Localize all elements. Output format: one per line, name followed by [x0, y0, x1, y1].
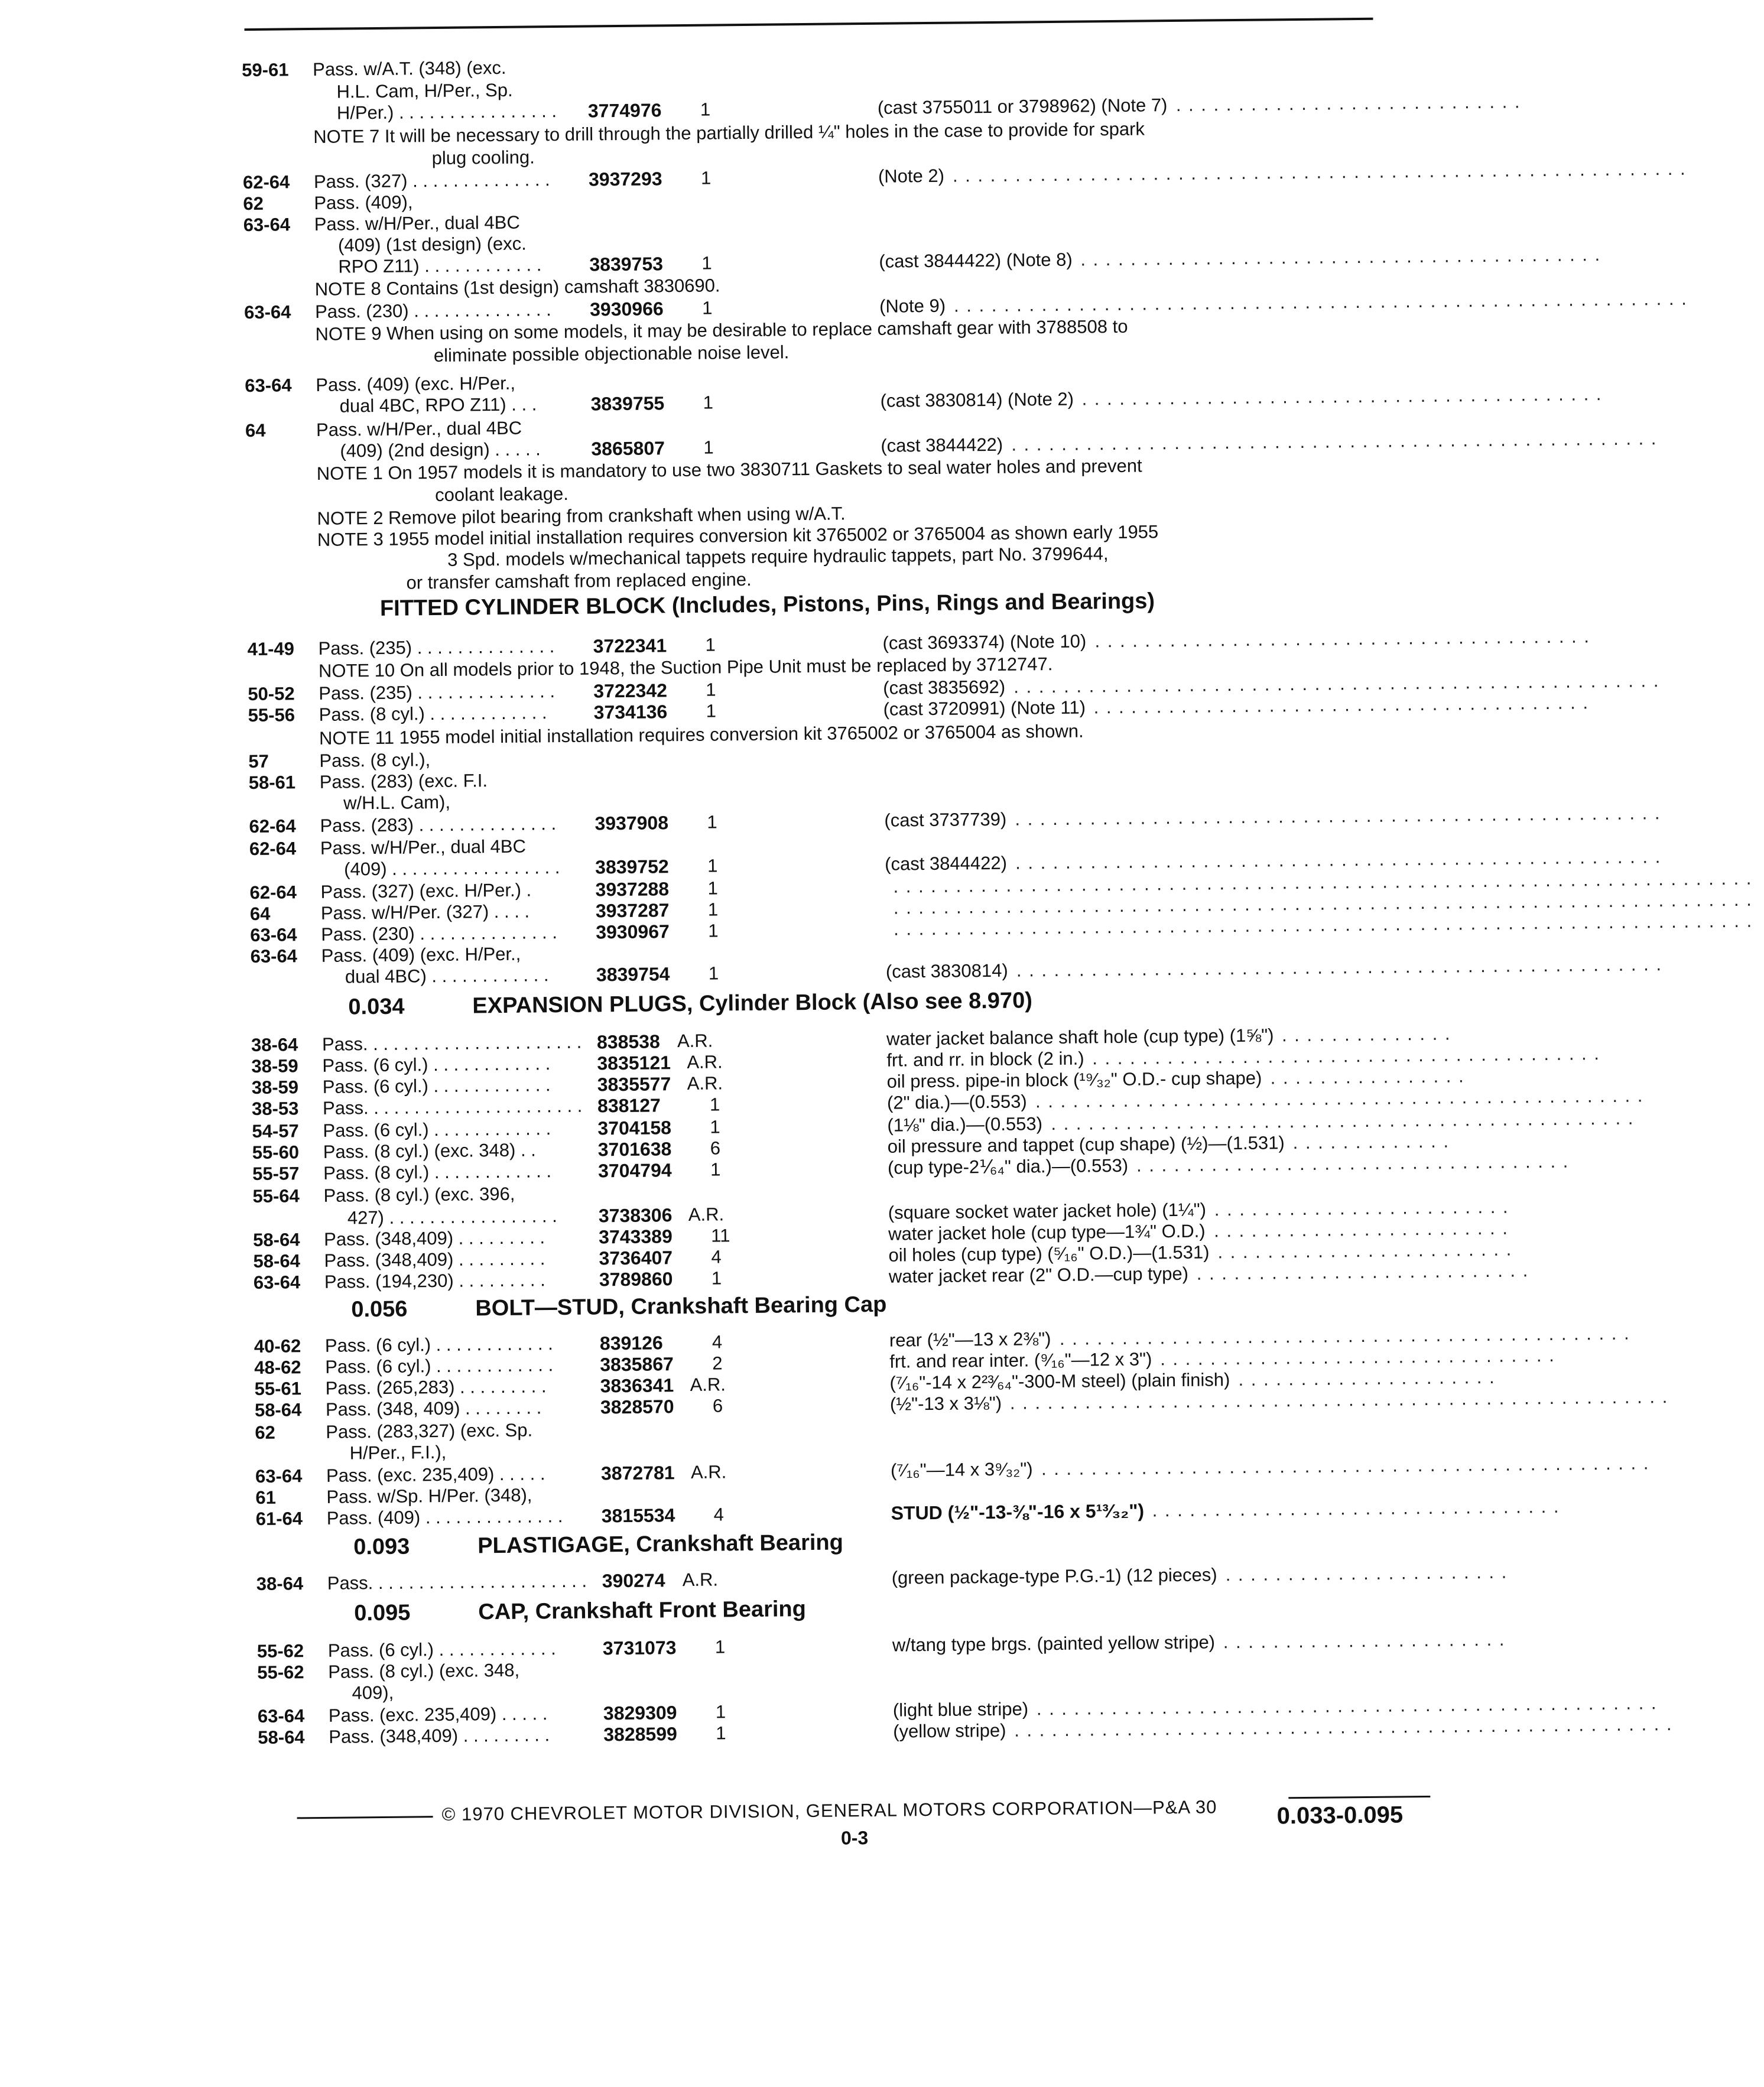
- application-text: (409) . . . . . . . . . . . . . . . . .: [344, 857, 560, 880]
- application-text: dual 4BC, RPO Z11) . . .: [339, 394, 537, 417]
- application-text: NOTE 3 1955 model initial installation requires conversion kit 3765002 or 3765004 as shown early 1955: [317, 521, 1159, 550]
- model-years: 55-62: [257, 1662, 304, 1683]
- leader-dots: . . . . . . . . . . . . . . . . . . . . . . . . . . . . . . . . .: [1152, 1496, 1560, 1521]
- section-number: 0.093: [353, 1534, 410, 1560]
- quantity: 4: [712, 1331, 723, 1353]
- section-number: 0.034: [348, 994, 405, 1020]
- leader-dots: . . . . . . . . . . . . . . . . . . . . . . .: [1223, 1628, 1506, 1653]
- leader-dots: . . . . . . . . . . . . . . . . . . . . . . . . . . . . . . . . . . . . . . . . . . . . . . . . . . . . .: [1014, 1714, 1673, 1741]
- model-years: 38-53: [251, 1098, 299, 1120]
- application-text: Pass. (230) . . . . . . . . . . . . . .: [314, 299, 551, 322]
- remarks: (light blue stripe): [892, 1698, 1029, 1721]
- model-years: 55-61: [254, 1378, 302, 1400]
- application-text: Pass. (409),: [314, 191, 413, 213]
- model-years: 55-62: [256, 1640, 304, 1662]
- leader-dots: . . . . . . . . . . . . . . . . . . . . . . . . . . . . . . . . . . . . . . . .: [1093, 692, 1590, 718]
- quantity: A.R.: [677, 1030, 713, 1052]
- quantity: A.R.: [687, 1051, 723, 1072]
- remarks: (cast 3755011 or 3798962) (Note 7): [877, 95, 1168, 118]
- footer-page-number: 0-3: [840, 1827, 869, 1849]
- leader-dots: . . . . . . . . . . . . . . . .: [1270, 1065, 1465, 1088]
- remarks: (⁷⁄₁₆"—14 x 3⁹⁄₃₂"): [890, 1458, 1033, 1481]
- leader-dots: . . . . . . . . . . . . . . . . . . . . . . . . . . . . . . . . . . . . . . . . . . . . . . . . . . . . . . . . . . . . . . . . . . . . .: [893, 889, 1753, 918]
- quantity: 6: [710, 1137, 721, 1159]
- application-text: Pass. (6 cyl.) . . . . . . . . . . . .: [322, 1053, 551, 1076]
- part-number: 3836341: [600, 1374, 674, 1397]
- leader-dots: . . . . . . . . . . . . . . . . . . . . . . . . . . . . . . . . . . . . . . . . . .: [1080, 244, 1601, 270]
- quantity: 1: [714, 1636, 726, 1657]
- part-number: 3743389: [599, 1225, 673, 1248]
- model-years: 55-56: [248, 704, 295, 726]
- part-number: 3734136: [593, 701, 668, 723]
- quantity: A.R.: [690, 1374, 726, 1395]
- quantity: 1: [700, 167, 712, 188]
- model-years: 55-64: [252, 1185, 300, 1207]
- part-number: 3701638: [597, 1138, 672, 1160]
- model-years: 61-64: [255, 1508, 303, 1530]
- section-number: 0.095: [354, 1600, 411, 1626]
- part-number: 3835577: [597, 1073, 671, 1095]
- application-text: Pass. (6 cyl.) . . . . . . . . . . . .: [324, 1333, 553, 1356]
- quantity: 1: [701, 297, 713, 318]
- application-text: Pass. (265,283) . . . . . . . . .: [325, 1376, 547, 1399]
- leader-dots: . . . . . . . . . . . . . . . . . . . . . . . . . . . . . . . . . . . . . . . . . . . . . . . . .: [1041, 1452, 1650, 1480]
- application-text: Pass. (8 cyl.) . . . . . . . . . . . .: [319, 702, 547, 725]
- leader-dots: . . . . . . . . . . . . . . . . . . . . . . . . . . . . . . . . . . . . . . . . . . . . . . . . . . . .: [1011, 428, 1658, 455]
- part-number: 3930966: [589, 298, 664, 320]
- part-number: 3839755: [590, 392, 665, 415]
- application-text: coolant leakage.: [434, 483, 569, 506]
- remarks: (1⅛" dia.)—(0.553): [887, 1113, 1043, 1136]
- leader-dots: . . . . . . . . . . . . . . . . . . . . . . . . . . . . . . . . . . . . . . . . . . . . . .: [1059, 1322, 1630, 1349]
- part-number: 3828570: [600, 1396, 674, 1418]
- part-number: 3835121: [597, 1052, 671, 1074]
- remarks: (cast 3737739): [884, 808, 1007, 831]
- application-text: Pass. (8 cyl.),: [319, 749, 431, 771]
- application-text: Pass. (6 cyl.) . . . . . . . . . . . .: [323, 1118, 551, 1141]
- application-text: Pass. (283) . . . . . . . . . . . . . .: [320, 813, 557, 836]
- remarks: (½"-13 x 3⅛"): [889, 1392, 1002, 1415]
- leader-dots: . . . . . . . . . . . . . . . . . . . . . . . .: [1217, 1238, 1513, 1263]
- application-text: Pass. (327) (exc. H/Per.) .: [320, 879, 532, 902]
- application-text: Pass. w/H/Per., dual 4BC: [320, 836, 527, 859]
- model-years: 58-64: [258, 1727, 305, 1748]
- model-years: 63-64: [253, 1272, 301, 1293]
- section-title: PLASTIGAGE, Crankshaft Bearing: [477, 1530, 844, 1559]
- quantity: 1: [706, 700, 717, 721]
- part-number: 3937288: [595, 878, 670, 901]
- model-years: 63-64: [257, 1705, 305, 1727]
- application-text: Pass. (8 cyl.) . . . . . . . . . . . .: [323, 1160, 552, 1184]
- leader-dots: . . . . . . . . . . . . . . . . . . . . . . . .: [1213, 1217, 1509, 1241]
- application-text: Pass. w/H/Per., dual 4BC: [314, 212, 520, 235]
- application-text: (409) (2nd design) . . . . .: [340, 438, 541, 461]
- quantity: 1: [706, 679, 716, 700]
- part-number: 838127: [597, 1094, 661, 1117]
- application-text: Pass. (409) (exc. H/Per.,: [321, 943, 521, 966]
- application-text: NOTE 10 On all models prior to 1948, the Suction Pipe Unit must be replaced by 3712747.: [318, 654, 1053, 681]
- part-number: 3704158: [597, 1117, 672, 1139]
- quantity: A.R.: [690, 1461, 727, 1483]
- leader-dots: . . . . . . . . . . . . . . . . . . . . . . . . . . . . . . . . . . . . . . . . . . . . . . . . . . . . . . . . . . .: [952, 158, 1687, 186]
- model-years: 63-64: [243, 301, 291, 323]
- model-years: 62-64: [249, 838, 297, 860]
- part-number: 3736407: [599, 1247, 673, 1269]
- leader-dots: . . . . . . . . . . . . . . . . . . . . . . . . . . . . . . . . . . . . . . . . . . . . . . . . . . . .: [1015, 846, 1662, 873]
- parts-line: [5, 1560, 1508, 1599]
- model-years: 62-64: [249, 815, 296, 837]
- model-years: 58-64: [253, 1250, 301, 1272]
- leader-dots: . . . . . . . . . . . . . . . . . . . . . . . . . . . . . . . . . . . . . . . . . . . . . . .: [1051, 1107, 1635, 1134]
- application-text: NOTE 1 On 1957 models it is mandatory to use two 3830711 Gaskets to seal water holes and prevent: [316, 455, 1142, 484]
- section-number: 0.056: [351, 1296, 408, 1322]
- application-text: Pass. . . . . . . . . . . . . . . . . . . . . .: [322, 1095, 583, 1119]
- remarks: oil holes (cup type) (⁵⁄₁₆" O.D.)—(1.531): [888, 1241, 1210, 1266]
- part-number: 3839753: [589, 253, 664, 275]
- quantity: 1: [710, 1159, 721, 1180]
- application-text: Pass. (283,327) (exc. Sp.: [326, 1419, 533, 1442]
- application-text: plug cooling.: [431, 147, 535, 169]
- part-number: 3738306: [598, 1204, 673, 1227]
- quantity: 4: [713, 1504, 725, 1525]
- application-text: RPO Z11) . . . . . . . . . . . .: [338, 254, 542, 277]
- model-years: 62-64: [249, 882, 297, 903]
- remarks: (yellow stripe): [893, 1719, 1006, 1742]
- application-text: H.L. Cam, H/Per., Sp.: [336, 79, 513, 102]
- remarks: (Note 2): [878, 165, 945, 187]
- leader-dots: . . . . . . . . . . . . . . . . . . . . . . .: [1225, 1561, 1508, 1585]
- application-text: Pass. (409) (exc. H/Per.,: [316, 372, 516, 395]
- leader-dots: . . . . . . . . . . . . . . . . . . . . . . . . . . . . . . . .: [1160, 1344, 1555, 1370]
- application-text: Pass. . . . . . . . . . . . . . . . . . . . . .: [327, 1570, 587, 1594]
- leader-dots: . . . . . . . . . . . . . . . . . . . . . . . . . . . . . . . . . . . . . . . . . . . . . . . . . . . .: [1013, 670, 1660, 697]
- application-text: Pass. w/H/Per., dual 4BC: [316, 417, 522, 440]
- remarks: (square socket water jacket hole) (1¼"): [888, 1199, 1207, 1223]
- application-text: Pass. (8 cyl.) (exc. 348,: [328, 1659, 520, 1682]
- part-number: 3930967: [596, 921, 670, 943]
- part-number: 3704794: [597, 1159, 672, 1182]
- remarks: (2" dia.)—(0.553): [886, 1091, 1027, 1113]
- remarks: (cast 3844422): [884, 852, 1008, 875]
- application-text: Pass. (235) . . . . . . . . . . . . . .: [319, 681, 555, 704]
- model-years: 63-64: [255, 1465, 303, 1487]
- application-text: NOTE 9 When using on some models, it may be desirable to replace camshaft gear with 3788508 to: [315, 316, 1128, 344]
- part-number: 3937287: [595, 899, 670, 922]
- model-years: 38-64: [256, 1573, 304, 1595]
- quantity: 1: [708, 920, 719, 941]
- quantity: 1: [703, 392, 714, 413]
- application-text: Pass. (348,409) . . . . . . . . .: [324, 1227, 545, 1250]
- application-text: Pass. (348, 409) . . . . . . . .: [325, 1397, 542, 1420]
- model-years: 64: [245, 420, 266, 441]
- part-number: 390274: [602, 1569, 665, 1592]
- quantity: 1: [711, 1267, 722, 1289]
- remarks: oil press. pipe-in block (¹⁹⁄₃₂" O.D.- cup shape): [886, 1067, 1262, 1092]
- remarks: water jacket balance shaft hole (cup type) (1⅝"): [886, 1025, 1274, 1049]
- model-years: 63-64: [243, 214, 291, 236]
- part-number: 839126: [599, 1332, 663, 1354]
- application-text: Pass. w/Sp. H/Per. (348),: [326, 1484, 532, 1507]
- model-years: 58-64: [253, 1229, 300, 1251]
- model-years: 58-61: [248, 772, 296, 794]
- model-years: 58-64: [254, 1399, 302, 1421]
- model-years: 62: [243, 193, 264, 214]
- leader-dots: . . . . . . . . . . . . . . . . . . . . . . . . . . . . . . . . . . . . . . . . . . . . . . . . . . . . .: [1009, 1386, 1669, 1413]
- remarks: (green package-type P.G.-1) (12 pieces): [891, 1564, 1217, 1588]
- part-number: 3872781: [600, 1462, 675, 1484]
- quantity: 1: [703, 437, 714, 458]
- model-years: 54-57: [252, 1120, 299, 1142]
- model-years: 48-62: [254, 1357, 301, 1379]
- remarks: w/tang type brgs. (painted yellow stripe): [892, 1631, 1216, 1656]
- leader-dots: . . . . . . . . . . . . .: [1292, 1130, 1450, 1153]
- application-text: or transfer camshaft from replaced engine.: [406, 568, 752, 593]
- quantity: A.R.: [687, 1072, 723, 1094]
- quantity: A.R.: [688, 1204, 725, 1225]
- quantity: 1: [705, 634, 716, 655]
- remarks: (cast 3844422) (Note 8): [879, 249, 1073, 272]
- remarks: STUD (½"-13-⅜"-16 x 5¹³⁄₃₂"): [891, 1500, 1145, 1524]
- part-number: 3839754: [596, 963, 670, 986]
- remarks: (cast 3693374) (Note 10): [882, 630, 1087, 654]
- application-text: Pass. (194,230) . . . . . . . . .: [324, 1269, 545, 1292]
- application-text: 3 Spd. models w/mechanical tappets require hydraulic tappets, part No. 3799644,: [447, 543, 1109, 570]
- application-text: Pass. (6 cyl.) . . . . . . . . . . . .: [327, 1638, 556, 1661]
- footer-copyright: © 1970 CHEVROLET MOTOR DIVISION, GENERAL MOTORS CORPORATION—P&A 30: [441, 1796, 1217, 1825]
- application-text: NOTE 7 It will be necessary to drill through the partially drilled ¼" holes in the case to provide for spark: [313, 118, 1145, 147]
- application-text: Pass. (6 cyl.) . . . . . . . . . . . .: [325, 1354, 554, 1377]
- model-years: 64: [249, 903, 271, 925]
- leader-dots: . . . . . . . . . . . . . . . . . . . . . . . . . . . . . . . . . . . . . . . . . . . . . . . . . . . . . . . . . . . . . . . . . . . . .: [894, 910, 1753, 940]
- remarks: water jacket hole (cup type—1¾" O.D.): [888, 1220, 1206, 1244]
- part-number: 838538: [596, 1031, 660, 1053]
- remarks: frt. and rear inter. (⁹⁄₁₆"—12 x 3"): [889, 1348, 1152, 1372]
- application-text: eliminate possible objectionable noise level.: [433, 342, 790, 366]
- part-number: 3829309: [603, 1702, 677, 1724]
- model-years: 38-59: [251, 1055, 298, 1077]
- quantity: 4: [711, 1246, 722, 1267]
- quantity: 1: [708, 963, 719, 984]
- quantity: 1: [709, 1094, 720, 1115]
- application-text: dual 4BC) . . . . . . . . . . . .: [345, 964, 549, 987]
- leader-dots: . . . . . . . . . . . . . . . . . . . . . . . . . . . . . . . . . . . . . . . . . .: [1081, 383, 1603, 409]
- remarks: (Note 9): [879, 295, 946, 317]
- remarks: (cast 3830814) (Note 2): [880, 388, 1074, 411]
- model-years: 59-61: [242, 59, 289, 81]
- quantity: 1: [716, 1722, 726, 1744]
- model-years: 40-62: [254, 1335, 301, 1357]
- application-text: Pass. (235) . . . . . . . . . . . . . .: [318, 636, 555, 659]
- part-number: 3937293: [588, 168, 662, 190]
- application-text: Pass. (exc. 235,409) . . . . .: [328, 1703, 548, 1726]
- application-text: Pass. (327) . . . . . . . . . . . . . .: [313, 169, 550, 192]
- quantity: 1: [701, 252, 712, 274]
- model-years: 63-64: [250, 924, 297, 946]
- quantity: 1: [707, 811, 717, 833]
- footer-section-range: 0.033-0.095: [1276, 1802, 1404, 1829]
- section-title: FITTED CYLINDER BLOCK (Includes, Pistons, Pins, Rings and Bearings): [379, 589, 1155, 621]
- application-text: (409) (1st design) (exc.: [337, 233, 527, 256]
- part-number: 3865807: [591, 437, 665, 460]
- model-years: 41-49: [247, 638, 295, 660]
- application-text: Pass. (348,409) . . . . . . . . .: [324, 1248, 545, 1271]
- top-rule: [245, 18, 1373, 31]
- remarks: (cup type-2⅟₆₄" dia.)—(0.553): [887, 1155, 1129, 1178]
- section-title: CAP, Crankshaft Front Bearing: [478, 1597, 807, 1625]
- application-text: 409),: [352, 1682, 394, 1704]
- application-text: Pass. w/A.T. (348) (exc.: [313, 57, 506, 80]
- model-years: 38-64: [251, 1034, 298, 1056]
- application-text: Pass. (283) (exc. F.I.: [319, 770, 488, 792]
- part-number: 3789860: [599, 1268, 673, 1290]
- leader-dots: . . . . . . . . . . . . . . . . . . . . . . . . . . . . . . . . . . . . . . . . . . . . . . . . . . . . . . . . . . . . . . . . . . . . .: [893, 867, 1753, 897]
- part-number: 3731073: [602, 1637, 677, 1659]
- leader-dots: . . . . . . . . . . . . . . . . . . . . . . . . . . . . . . . . . . .: [1136, 1150, 1570, 1176]
- application-text: Pass. (409) . . . . . . . . . . . . . .: [326, 1506, 563, 1529]
- model-years: 50-52: [248, 683, 295, 705]
- section-title: EXPANSION PLUGS, Cylinder Block (Also see 8.970): [472, 988, 1033, 1019]
- section-title: BOLT—STUD, Crankshaft Bearing Cap: [475, 1292, 887, 1321]
- application-text: Pass. (8 cyl.) (exc. 348) . .: [323, 1139, 536, 1162]
- part-number: 3839752: [595, 856, 669, 878]
- application-text: NOTE 2 Remove pilot bearing from crankshaft when using w/A.T.: [317, 503, 846, 529]
- model-years: 63-64: [250, 945, 298, 967]
- quantity: 1: [715, 1701, 726, 1722]
- part-number: 3722342: [593, 680, 668, 702]
- quantity: 1: [707, 855, 718, 876]
- leader-dots: . . . . . . . . . . . . . . . . . . . . . . . .: [1214, 1196, 1509, 1220]
- application-text: w/H.L. Cam),: [343, 791, 451, 814]
- leader-dots: . . . . . . . . . . . . . . . . . . . . . . . . . . . . . . . . . . . . . . . . .: [1092, 1043, 1601, 1069]
- model-years: 55-60: [252, 1142, 300, 1163]
- part-number: 3828599: [603, 1723, 678, 1745]
- application-text: Pass. (348,409) . . . . . . . . .: [329, 1724, 550, 1747]
- leader-dots: . . . . . . . . . . . . . . . . . . . . . . . . . . . .: [1175, 91, 1521, 115]
- model-years: 38-59: [251, 1077, 299, 1098]
- remarks: (cast 3830814): [885, 960, 1008, 982]
- footer-rule-left: [297, 1816, 433, 1819]
- remarks: (⁷⁄₁₆"-14 x 2²³⁄₆₄"-300-M steel) (plain finish): [889, 1369, 1230, 1393]
- quantity: 1: [710, 1116, 720, 1137]
- quantity: 1: [700, 99, 711, 120]
- model-years: 63-64: [245, 375, 292, 396]
- leader-dots: . . . . . . . . . . . . . . . . . . . . . . . . . . . . . . . . . . . . . . . .: [1094, 626, 1591, 652]
- remarks: (cast 3720991) (Note 11): [883, 697, 1086, 720]
- quantity: 1: [707, 877, 718, 899]
- application-text: H/Per., F.I.),: [349, 1441, 447, 1464]
- footer-rule-right: [1288, 1796, 1430, 1799]
- application-text: Pass. . . . . . . . . . . . . . . . . . . . . .: [321, 1031, 582, 1055]
- application-text: NOTE 11 1955 model initial installation requires conversion kit 3765002 or 3765004 as shown.: [319, 720, 1084, 749]
- model-years: 61: [255, 1487, 277, 1509]
- model-years: 62: [255, 1422, 275, 1444]
- application-text: H/Per.) . . . . . . . . . . . . . . . .: [336, 100, 557, 123]
- part-number: 3835867: [600, 1353, 674, 1376]
- application-text: Pass. w/H/Per. (327) . . . .: [320, 901, 530, 924]
- remarks: (cast 3835692): [883, 676, 1006, 698]
- model-years: 57: [248, 750, 269, 772]
- part-number: 3774976: [587, 99, 662, 122]
- application-text: NOTE 8 Contains (1st design) camshaft 3830690.: [314, 275, 720, 300]
- leader-dots: . . . . . . . . . . . . . . . . . . . . . . . . . . . . . . . . . . . . . . . . . . . . . . . . . . . . . . . . . . .: [953, 288, 1688, 316]
- application-text: Pass. (8 cyl.) (exc. 396,: [323, 1183, 515, 1206]
- leader-dots: . . . . . . . . . . . . . .: [1281, 1023, 1451, 1046]
- part-number: 3815534: [601, 1504, 675, 1527]
- quantity: 11: [711, 1225, 730, 1246]
- quantity: 6: [712, 1395, 723, 1416]
- leader-dots: . . . . . . . . . . . . . . . . . . . . . . . . . . .: [1196, 1260, 1529, 1284]
- model-years: 55-57: [252, 1163, 300, 1185]
- remarks: rear (½"—13 x 2⅜"): [889, 1328, 1051, 1351]
- leader-dots: . . . . . . . . . . . . . . . . . . . . . . . . . . . . . . . . . . . . . . . . . . . . . . . . .: [1035, 1085, 1644, 1112]
- leader-dots: . . . . . . . . . . . . . . . . . . . . . . . . . . . . . . . . . . . . . . . . . . . . . . . . . .: [1036, 1692, 1658, 1719]
- remarks: water jacket rear (2" O.D.—cup type): [888, 1263, 1189, 1287]
- application-text: Pass. (exc. 235,409) . . . . .: [326, 1463, 545, 1486]
- remarks: frt. and rr. in block (2 in.): [886, 1048, 1084, 1071]
- part-number: 3937908: [595, 812, 669, 834]
- application-text: Pass. (230) . . . . . . . . . . . . . .: [321, 922, 558, 945]
- leader-dots: . . . . . . . . . . . . . . . . . . . . .: [1238, 1366, 1496, 1390]
- application-text: Pass. (6 cyl.) . . . . . . . . . . . .: [322, 1074, 551, 1097]
- leader-dots: . . . . . . . . . . . . . . . . . . . . . . . . . . . . . . . . . . . . . . . . . . . . . . . . . . . .: [1015, 802, 1661, 830]
- application-text: 427) . . . . . . . . . . . . . . . . .: [347, 1205, 557, 1228]
- quantity: A.R.: [682, 1569, 719, 1591]
- remarks: (cast 3844422): [881, 434, 1003, 456]
- quantity: 2: [712, 1353, 723, 1374]
- leader-dots: . . . . . . . . . . . . . . . . . . . . . . . . . . . . . . . . . . . . . . . . . . . . . . . . . . . .: [1016, 954, 1663, 981]
- remarks: oil pressure and tappet (cup shape) (½)—(1.531): [887, 1132, 1285, 1157]
- quantity: 1: [707, 899, 719, 920]
- part-number: 3722341: [593, 635, 667, 657]
- model-years: 62-64: [242, 171, 290, 193]
